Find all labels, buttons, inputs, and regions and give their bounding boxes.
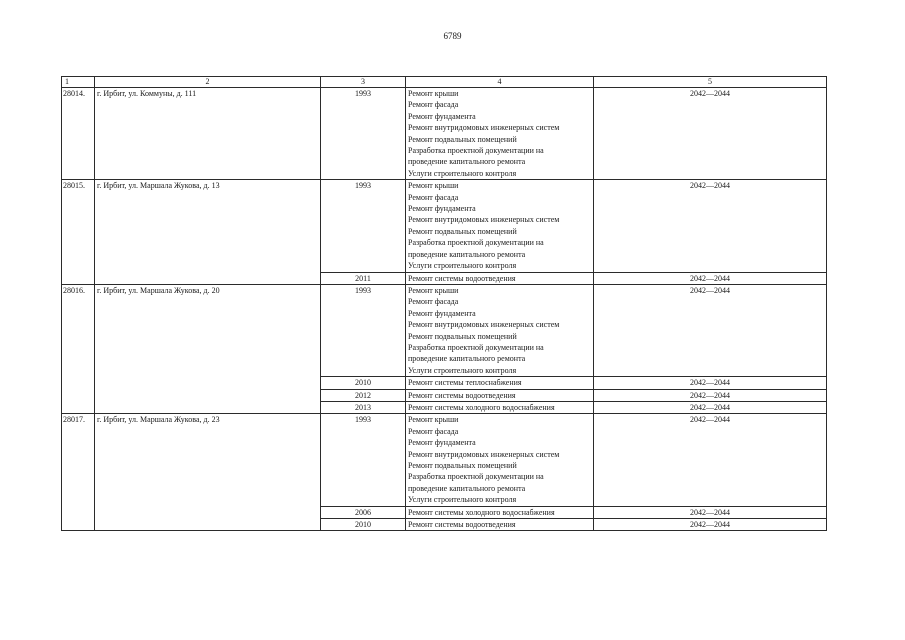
works-list [406,506,594,518]
entry-number: 28017. [62,414,95,531]
column-number-row [62,77,827,88]
work-item: Услуги строительного контроля [408,168,517,178]
work-item: Ремонт крыши [408,89,459,98]
repair-period: 2042—2044 [594,414,827,506]
table-row [62,284,827,376]
work-item: Ремонт крыши [408,285,459,295]
work-item: Ремонт внутридомовых инженерных систем [408,320,560,330]
column-number-5: 5 [594,77,827,88]
entry-address: г. Ирбит, ул. Маршала Жукова, д. 13 [95,180,321,285]
column-number-3: 3 [321,77,406,88]
commissioning-year: 1993 [321,414,406,506]
work-item: Ремонт подвальных помещений [408,331,517,341]
works-list [406,272,594,284]
work-item: Ремонт подвальных помещений [408,461,517,470]
works-list [406,180,594,272]
work-item: Ремонт фундамента [408,111,476,121]
repair-period: 2042—2044 [594,272,827,284]
works-list [406,284,594,376]
work-item: проведение капитального ремонта [408,157,526,167]
work-item: проведение капитального ремонта [408,249,526,259]
page-number: 6789 [443,31,462,41]
work-item: Услуги строительного контроля [408,495,517,505]
work-item: Ремонт системы холодного водоснабжения [408,507,555,517]
works-list [406,88,594,180]
entry-number: 28014. [62,88,95,180]
work-item: Ремонт системы теплоснабжения [408,378,522,388]
repair-period: 2042—2044 [594,389,827,401]
commissioning-year: 2006 [321,506,406,518]
repair-period: 2042—2044 [594,284,827,376]
commissioning-year: 1993 [321,180,406,272]
repair-period: 2042—2044 [594,377,827,389]
work-item: Ремонт фундамента [408,438,476,448]
repair-period: 2042—2044 [594,506,827,518]
table-body [62,77,827,531]
works-list [406,414,594,506]
work-item: Ремонт системы водоотведения [408,273,516,283]
column-number-4: 4 [406,77,594,88]
work-item: Услуги строительного контроля [408,261,517,271]
commissioning-year: 2012 [321,389,406,401]
works-list [406,389,594,401]
entry-number: 28016. [62,284,95,413]
work-item: Ремонт подвальных помещений [408,226,517,236]
entry-address: г. Ирбит, ул. Маршала Жукова, д. 20 [95,284,321,413]
commissioning-year: 1993 [321,284,406,376]
work-item: Ремонт фасада [408,426,459,436]
work-item: Разработка проектной документации на [408,342,544,352]
work-item: Ремонт фасада [408,297,459,307]
repair-period: 2042—2044 [594,401,827,413]
work-item: Ремонт фасада [408,192,459,202]
column-number-1: 1 [62,77,95,88]
work-item: проведение капитального ремонта [408,354,526,364]
work-item: Ремонт крыши [408,415,459,425]
work-item: Ремонт системы водоотведения [408,520,516,530]
work-item: Разработка проектной документации на [408,472,544,482]
column-number-2: 2 [95,77,321,88]
table-row [62,414,827,506]
works-list [406,519,594,531]
entry-address: г. Ирбит, ул. Маршала Жукова, д. 23 [95,414,321,531]
entry-address: г. Ирбит, ул. Коммуны, д. 111 [95,88,321,180]
repair-period: 2042—2044 [594,519,827,531]
work-item: Ремонт внутридомовых инженерных систем [408,449,560,459]
work-item: Ремонт крыши [408,181,459,191]
repair-schedule-table [61,76,827,531]
work-item: Услуги строительного контроля [408,365,517,375]
work-item: Ремонт фундамента [408,204,476,214]
work-item: Разработка проектной документации на [408,146,544,156]
repair-period: 2042—2044 [594,180,827,272]
table-row [62,180,827,272]
works-list [406,377,594,389]
commissioning-year: 2010 [321,519,406,531]
work-item: Ремонт внутридомовых инженерных систем [408,215,560,225]
commissioning-year: 2011 [321,272,406,284]
work-item: Ремонт системы водоотведения [408,390,516,400]
works-list [406,401,594,413]
repair-period: 2042—2044 [594,88,827,180]
work-item: Ремонт фундамента [408,308,476,318]
entry-number: 28015. [62,180,95,285]
work-item: Ремонт внутридомовых инженерных систем [408,123,560,133]
work-item: проведение капитального ремонта [408,483,526,493]
commissioning-year: 1993 [321,88,406,180]
work-item: Разработка проектной документации на [408,238,544,248]
commissioning-year: 2013 [321,401,406,413]
commissioning-year: 2010 [321,377,406,389]
work-item: Ремонт системы холодного водоснабжения [408,402,555,412]
work-item: Ремонт фасада [408,100,459,110]
work-item: Ремонт подвальных помещений [408,134,517,144]
table-row [62,88,827,180]
